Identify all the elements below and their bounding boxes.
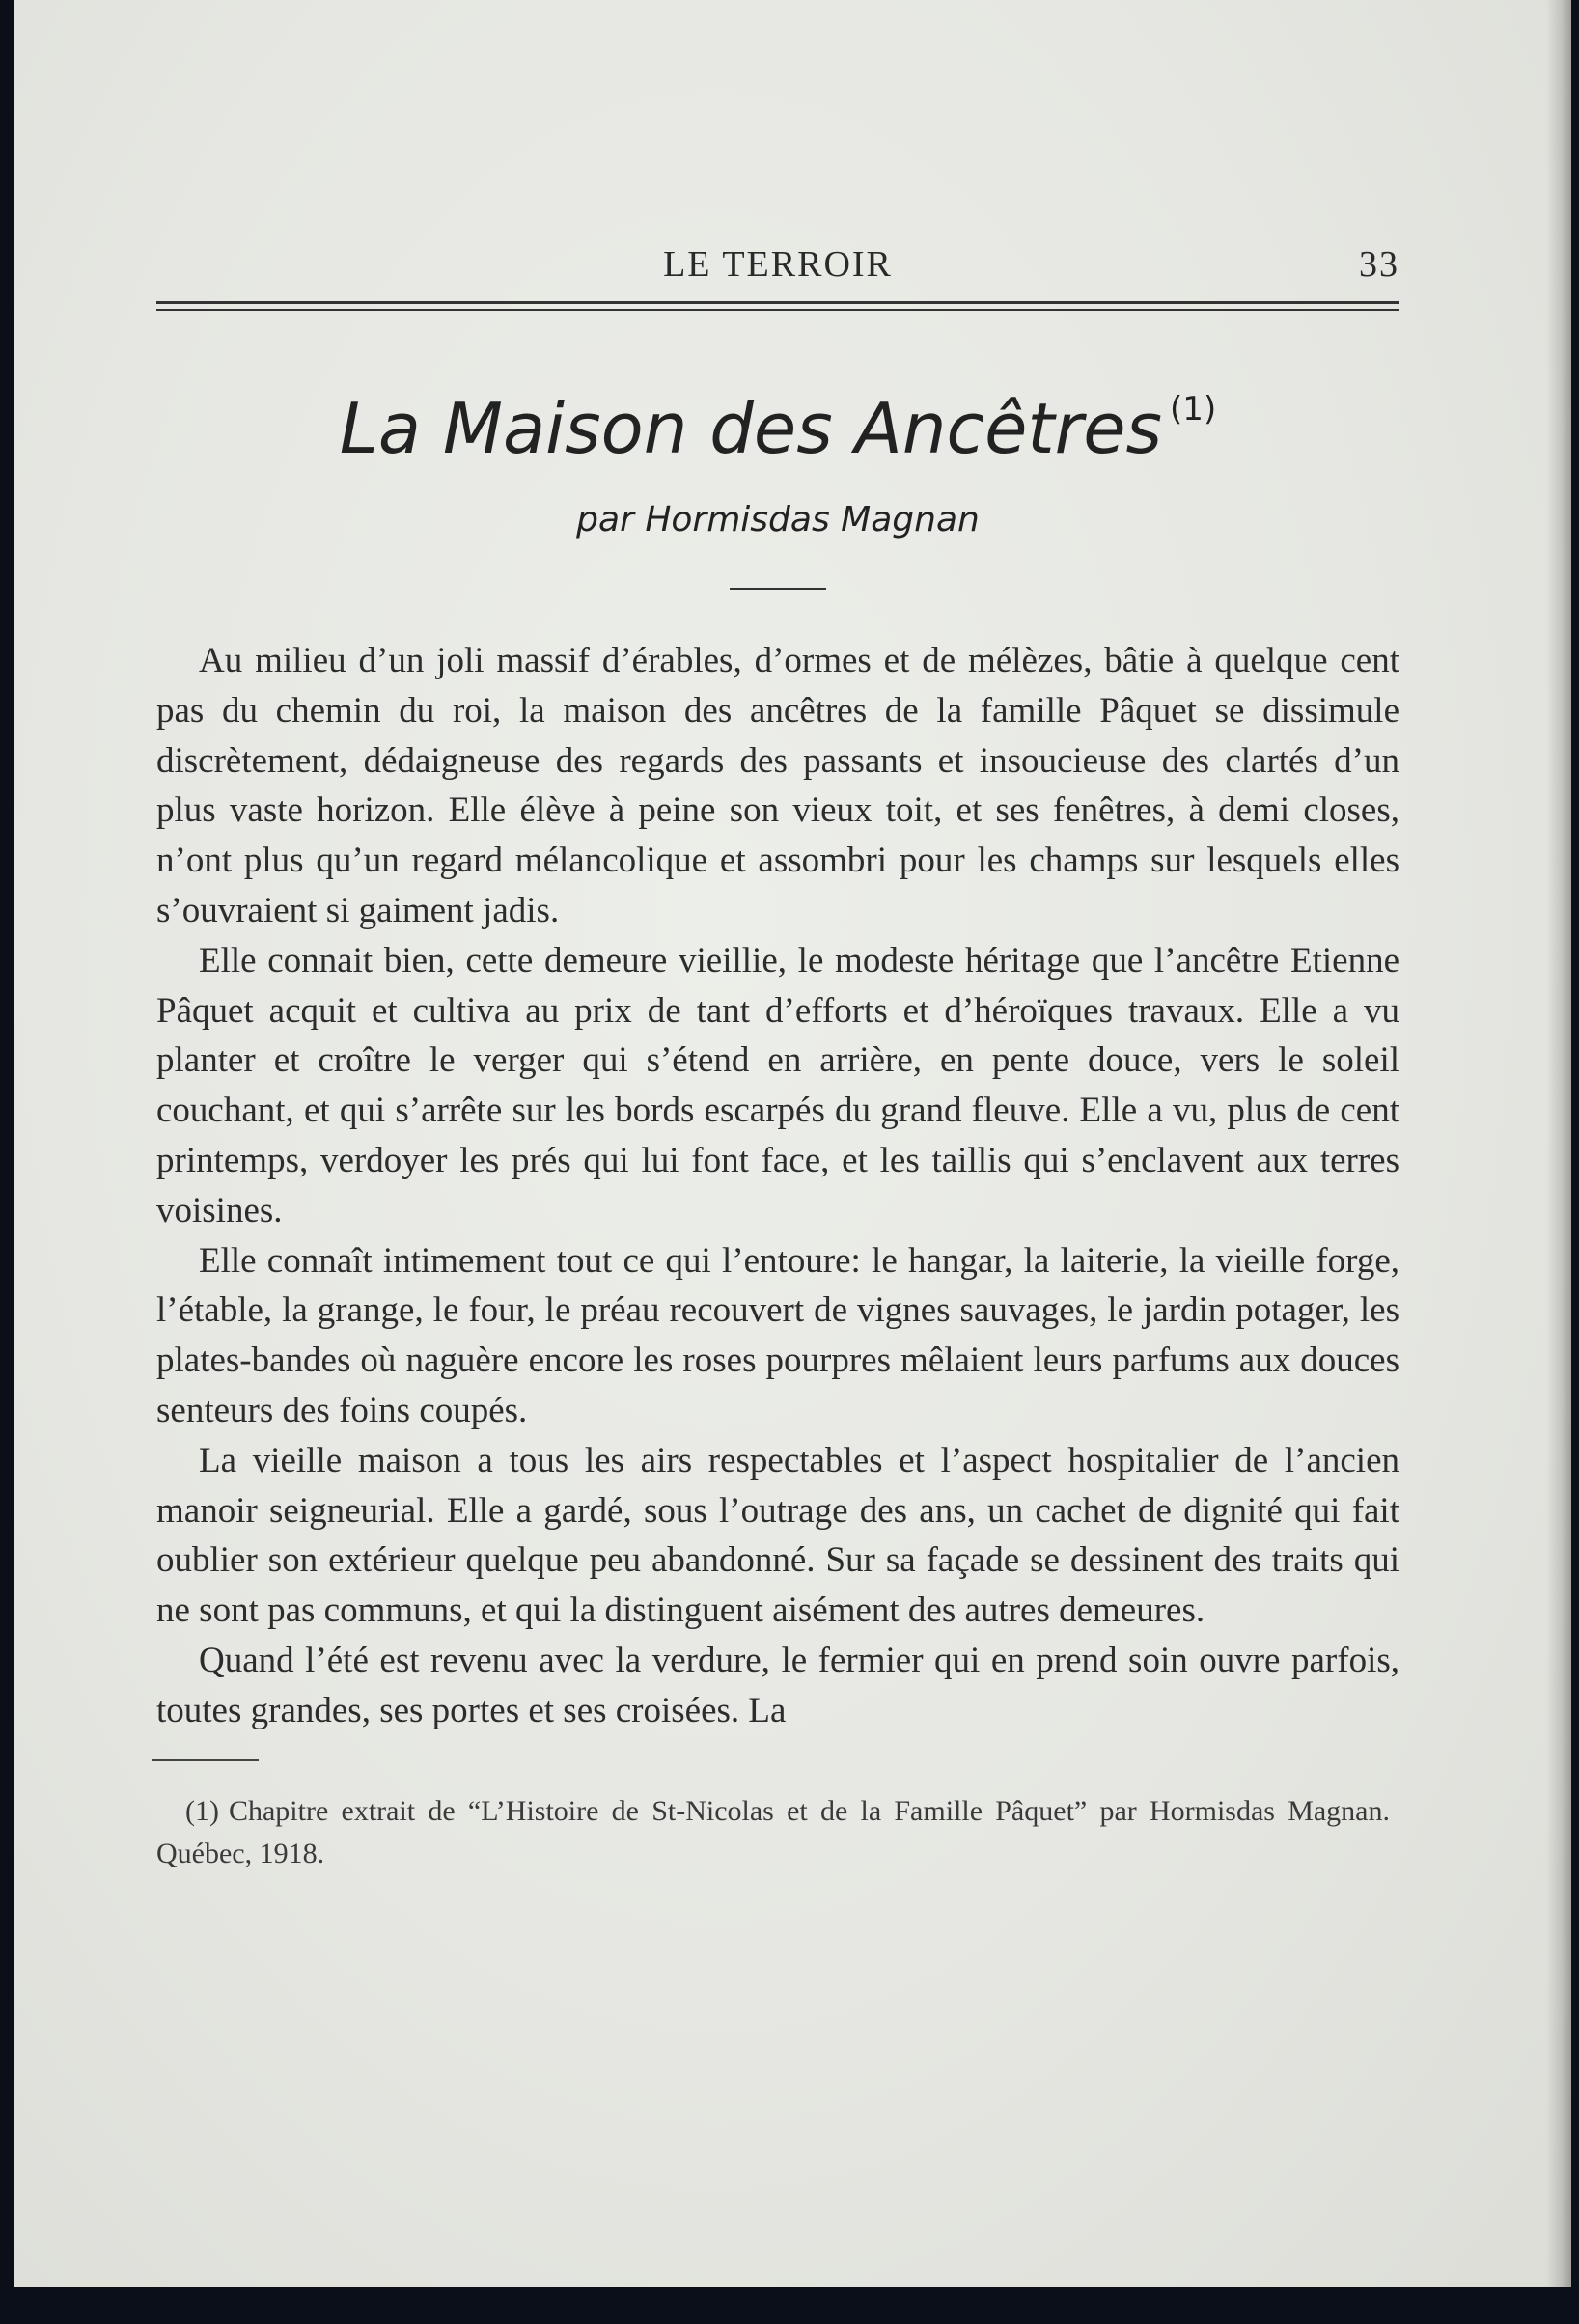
header-rule-bottom	[156, 309, 1399, 311]
footnote-divider	[152, 1759, 259, 1761]
footnote-text: Chapitre extrait de “L’Histoire de St-Nicolas et de la Famille Pâquet” par Hormisdas Magnan. Québec, 1918.	[156, 1794, 1390, 1869]
paragraph-1: Au milieu d’un joli massif d’érables, d’ormes et de mélèzes, bâtie à quelque cent pas du chemin du roi, la maison des ancêtres de la famille Pâquet se dissimule discrètement, dédaigneuse des regards des passants et insoucieuse des clartés d’un plus vaste horizon. Elle élève à peine son vieux toit, et ses fenêtres, à demi closes, n’ont plus qu’un regard mélancolique et assombri pour les champs sur lesquels elles s’ouvraient si gaiment jadis.	[156, 641, 1399, 930]
title-divider	[730, 588, 826, 590]
running-header	[156, 232, 1399, 290]
article-title-text: La Maison des Ancêtres	[339, 388, 1163, 469]
byline: par Hormisdas Magnan	[576, 500, 980, 540]
header-rule-top	[156, 301, 1399, 304]
footnote	[156, 1790, 1399, 1875]
title-footnote-marker: (1)	[1170, 390, 1217, 429]
article-body	[156, 636, 1399, 1736]
page-edge-shadow	[1546, 0, 1571, 2287]
paragraph-4: La vieille maison a tous les airs respectables et l’aspect hospitalier de l’ancien manoir seigneurial. Elle a gardé, sous l’outrage des ans, un cachet de dignité qui fait oublier son extérieur quelque peu abandonné. Sur sa façade se dessinent des traits qui ne sont pas communs, et qui la distinguent aisément des autres demeures.	[156, 1440, 1399, 1631]
paragraph-3: Elle connaît intimement tout ce qui l’entoure: le hangar, la laiterie, la vieille forge, l’étable, la grange, le four, le préau recouvert de vignes sauvages, le jardin potager, les plates-bandes où naguère encore les roses pourpres mêlaient leurs parfums aux douces senteurs des foins coupés.	[156, 1240, 1399, 1430]
footnote-marker: (1)	[185, 1794, 219, 1827]
running-title: LE TERROIR	[663, 244, 893, 285]
page-number: 33	[1359, 244, 1399, 285]
paragraph-5: Quand l’été est revenu avec la verdure, le fermier qui en prend soin ouvre parfois, toutes grandes, ses portes et ses croisées. La	[156, 1640, 1399, 1730]
paragraph-2: Elle connait bien, cette demeure vieillie, le modeste héritage que l’ancêtre Etienne Pâquet acquit et cultiva au prix de tant d’efforts et d’héroïques travaux. Elle a vu planter et croître le verger qui s’étend en arrière, en pente douce, vers le soleil couchant, et qui s’arrête sur les bords escarpés du grand fleuve. Elle a vu, plus de cent printemps, verdoyer les prés qui lui font face, et les taillis qui s’enclavent aux terres voisines.	[156, 940, 1399, 1231]
article-title	[156, 388, 1399, 469]
page-content	[156, 232, 1399, 1875]
